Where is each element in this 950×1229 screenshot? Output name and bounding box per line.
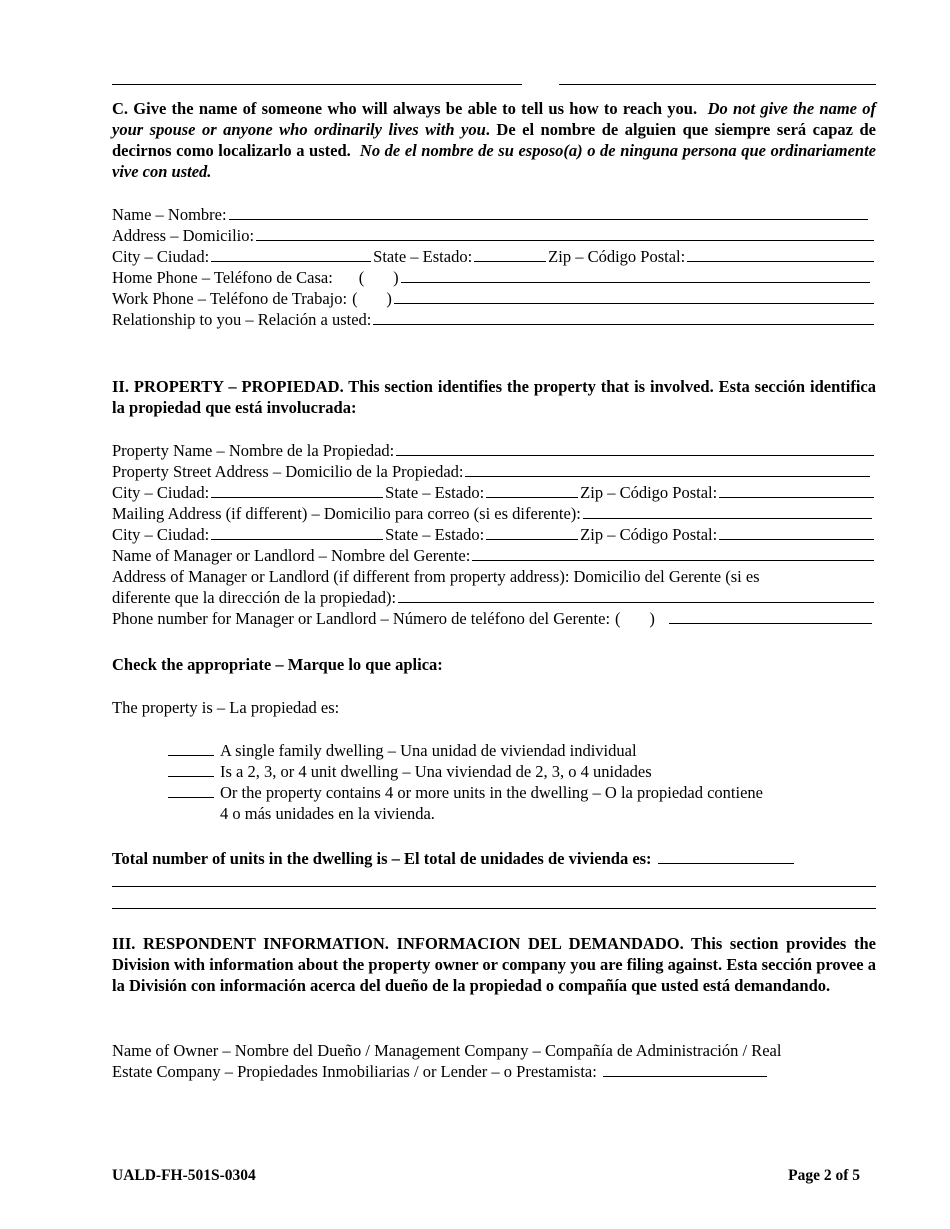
mailing-address-field[interactable] (583, 504, 872, 519)
property-is-label: The property is – La propiedad es: (112, 698, 340, 717)
contact-name-label: Name – Nombre: (112, 205, 227, 224)
option-single-family-label: A single family dwelling – Una unidad de viviendad individual (220, 741, 637, 760)
option-4-plus-units-cont-label: 4 o más unidades en la vivienda. (220, 804, 435, 823)
contact-state-field[interactable] (474, 247, 546, 262)
total-units-section (112, 848, 876, 869)
contact-zip-label: Zip – Código Postal: (548, 247, 686, 266)
work-phone-area-code[interactable]: ( ) (352, 289, 392, 308)
owner-label-2: Estate Company – Propiedades Inmobiliarias / or Lender – o Prestamista: (112, 1062, 597, 1081)
manager-name-label: Name of Manager or Landlord – Nombre del Gerente: (112, 546, 471, 565)
contact-work-phone-row (112, 288, 876, 309)
contact-city-row (112, 246, 876, 267)
manager-phone-area-code[interactable]: ( ) (615, 609, 655, 628)
extra-blank-line-2[interactable] (112, 908, 876, 909)
manager-phone-field[interactable] (669, 609, 872, 624)
owner-label-1: Name of Owner – Nombre del Dueño / Management Company – Compañía de Administración / Real (112, 1041, 782, 1060)
section-ii-heading (112, 376, 876, 418)
option-2-4-unit (168, 761, 848, 782)
section-c-intro (112, 98, 876, 182)
section-c-intro-bold-1: C. Give the name of someone who will always be able to tell us how to reach you. (112, 99, 698, 118)
mailing-city-label: City – Ciudad: (112, 525, 210, 544)
property-city-row (112, 482, 876, 503)
owner-section (112, 1040, 876, 1082)
contact-name-row (112, 204, 876, 225)
property-type-options (168, 740, 848, 824)
manager-address-label-2: diferente que la dirección de la propiedad): (112, 588, 397, 607)
property-name-label: Property Name – Nombre de la Propiedad: (112, 441, 395, 460)
option-single-family (168, 740, 848, 761)
mailing-city-row (112, 524, 876, 545)
property-street-row (112, 461, 876, 482)
contact-address-label: Address – Domicilio: (112, 226, 255, 245)
manager-name-field[interactable] (472, 546, 874, 561)
top-blank-line-right[interactable] (559, 84, 876, 85)
owner-row-2 (112, 1061, 876, 1082)
home-phone-area-code[interactable]: ( ) (358, 268, 399, 287)
mailing-address-row (112, 503, 876, 524)
mailing-city-field[interactable] (211, 525, 383, 540)
contact-home-phone-row (112, 267, 876, 288)
mailing-zip-field[interactable] (719, 525, 874, 540)
top-blank-line-left[interactable] (112, 84, 522, 85)
manager-name-row (112, 545, 876, 566)
option-4-plus-units-cont (168, 803, 848, 824)
section-ii-fields (112, 440, 876, 629)
property-zip-field[interactable] (719, 483, 874, 498)
check-heading-text: Check the appropriate – Marque lo que aplica: (112, 655, 443, 674)
work-phone-field[interactable] (394, 289, 874, 304)
section-iii-heading-text: III. RESPONDENT INFORMATION. INFORMACION DEL DEMANDADO. This section provides the Division with information about the property owner or company you are filing against. Esta sección provee a la División con información acerca del dueño de la propiedad o compañía que usted está demandando. (112, 934, 876, 995)
check-heading (112, 654, 876, 675)
section-ii-heading-text: II. PROPERTY – PROPIEDAD. This section identifies the property that is involved. Esta sección identifica la propiedad que está involucrada: (112, 377, 876, 417)
section-c-intro-italic-1: Do not give the name of your spouse or anyone who ordinarily lives with you (112, 99, 876, 139)
section-iii-heading (112, 933, 876, 996)
contact-work-phone-label: Work Phone – Teléfono de Trabajo: (112, 289, 348, 308)
contact-state-label: State – Estado: (373, 247, 473, 266)
contact-city-field[interactable] (211, 247, 371, 262)
manager-address-row-2 (112, 587, 876, 608)
option-4-plus-units (168, 782, 848, 803)
contact-city-label: City – Ciudad: (112, 247, 210, 266)
contact-name-field[interactable] (229, 205, 868, 220)
manager-phone-label: Phone number for Manager or Landlord – Número de teléfono del Gerente: (112, 609, 611, 628)
extra-blank-line-1[interactable] (112, 886, 876, 887)
option-4-plus-units-blank[interactable] (168, 783, 214, 798)
property-street-label: Property Street Address – Domicilio de la Propiedad: (112, 462, 464, 481)
manager-address-field[interactable] (398, 588, 874, 603)
mailing-zip-label: Zip – Código Postal: (580, 525, 718, 544)
mailing-state-field[interactable] (486, 525, 578, 540)
manager-phone-row (112, 608, 876, 629)
manager-address-row-1 (112, 566, 876, 587)
manager-address-label-1: Address of Manager or Landlord (if different from property address): Domicilio del Gerente (si es (112, 567, 760, 586)
mailing-address-label: Mailing Address (if different) – Domicilio para correo (si es diferente): (112, 504, 581, 523)
property-city-label: City – Ciudad: (112, 483, 210, 502)
relationship-field[interactable] (373, 310, 874, 325)
option-2-4-unit-blank[interactable] (168, 762, 214, 777)
form-id: UALD-FH-501S-0304 (112, 1167, 256, 1184)
contact-zip-field[interactable] (687, 247, 874, 262)
property-name-row (112, 440, 876, 461)
contact-address-row (112, 225, 876, 246)
property-state-field[interactable] (486, 483, 578, 498)
owner-row-1 (112, 1040, 876, 1061)
contact-relationship-label: Relationship to you – Relación a usted: (112, 310, 372, 329)
section-c-intro-bold-2: . De el nombre de alguien que siempre será capaz de decirnos como localizarlo a usted. (112, 120, 876, 160)
section-c-intro-italic-2: No de el nombre de su esposo(a) o de ninguna persona que ordinariamente vive con usted. (112, 141, 877, 181)
option-2-4-unit-label: Is a 2, 3, or 4 unit dwelling – Una viviendad de 2, 3, o 4 unidades (220, 762, 652, 781)
option-4-plus-units-label: Or the property contains 4 or more units in the dwelling – O la propiedad contiene (220, 783, 763, 802)
home-phone-field[interactable] (401, 268, 870, 283)
property-street-field[interactable] (465, 462, 870, 477)
property-name-field[interactable] (396, 441, 874, 456)
mailing-state-label: State – Estado: (385, 525, 485, 544)
contact-home-phone-label: Home Phone – Teléfono de Casa: (112, 268, 333, 287)
total-units-row (112, 848, 876, 869)
page-number: Page 2 of 5 (788, 1167, 860, 1184)
owner-name-field[interactable] (603, 1062, 767, 1077)
property-city-field[interactable] (211, 483, 383, 498)
property-state-label: State – Estado: (385, 483, 485, 502)
total-units-field[interactable] (658, 849, 794, 864)
property-zip-label: Zip – Código Postal: (580, 483, 718, 502)
contact-address-field[interactable] (256, 226, 874, 241)
section-c-fields (112, 204, 876, 330)
option-single-family-blank[interactable] (168, 741, 214, 756)
total-units-label: Total number of units in the dwelling is – El total de unidades de vivienda es: (112, 849, 652, 868)
contact-relationship-row (112, 309, 876, 330)
